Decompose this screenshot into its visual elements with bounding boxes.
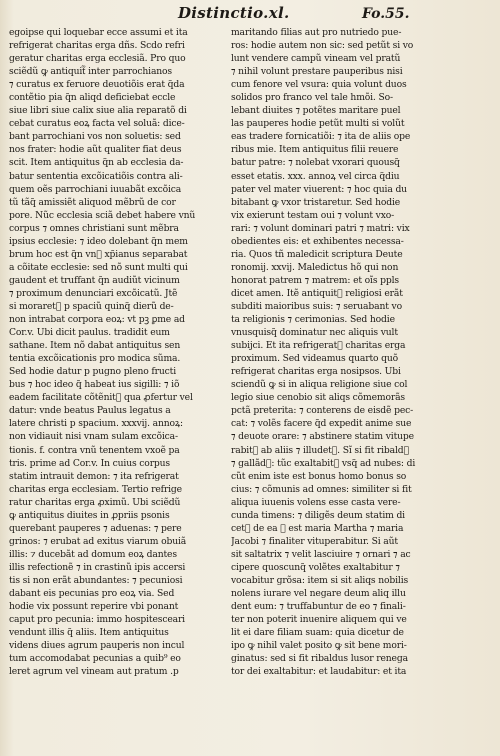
text-line: sit saltatrix ⁊ velit lasciuire ⁊ ornari ⁊ ac xyxy=(231,548,411,560)
text-line: tionis. f. contra vnũ tenentem vxoẽ pa xyxy=(9,444,180,456)
text-line: pctã preterita: ⁊ conterens de eisdẽ pec- xyxy=(231,405,414,417)
text-line: Cor.v. Ubi dicit paulus. tradidit eum xyxy=(9,327,170,339)
text-line: cũt enim iste est bonus homo bonus so xyxy=(231,470,407,482)
text-line: statim intrauit demon: ⁊ ita refrigerat xyxy=(9,470,179,482)
text-line: illis: ⁊ ducebãt ad domum eoꝝ dantes xyxy=(9,548,177,560)
text-line: datur: vnde beatus Paulus legatus a xyxy=(9,405,171,417)
text-line: si moraret᷑ p spaciũ quinq̃ dierũ de- xyxy=(9,300,174,312)
text-line: illis refectionẽ ⁊ in crastinũ ipis accersi xyxy=(9,561,186,573)
text-line: caput pro pecunia: immo hospitesceari xyxy=(9,614,185,626)
running-title: Distinctio.xl. xyxy=(178,4,290,22)
text-line: cipere quoscunq̃ volẽtes exaltabitur ⁊ xyxy=(231,561,400,573)
text-line: lebant diuites ⁊ potẽtes maritare puel xyxy=(231,105,401,117)
text-line: a cõitate ecclesie: sed nõ sunt multi qui xyxy=(9,261,188,273)
text-line: ta religionis ⁊ cerimonias. Sed hodie xyxy=(231,314,395,326)
text-line: Jacobi ⁊ finaliter vituperabitur. Si aũt xyxy=(231,535,398,547)
text-line: dent eum: ⁊ truffabuntur de eo ⁊ finali- xyxy=(231,601,406,613)
text-line: rabit᷑ ab aliis ⁊ illudet᷑. Sĩ si fit ribald᷑ xyxy=(231,444,410,456)
text-line: subijci. Et ita refrigerat᷑ charitas erga xyxy=(231,340,406,352)
text-line: ginatus: sed si fit ribaldus lusor renega xyxy=(231,653,408,665)
text-line: lunt vendere campũ vineam vel pratũ xyxy=(231,53,401,65)
text-line: batur patre: ⁊ nolebat vxorari quousq̃ xyxy=(231,157,400,169)
text-line: ter non poterit inuenire aliquem qui ve xyxy=(231,614,407,626)
text-line: ria. Quos tñ maledicit scriptura Deute xyxy=(231,248,403,260)
text-line: ⁊ gallãd᷑: tũc exaltabit᷑ vsq̃ ad nubes: di xyxy=(231,457,416,469)
text-line: tris. prime ad Cor.v. In cuius corpus xyxy=(9,457,170,469)
text-line: non vidiauit nisi vnam sulam excõica- xyxy=(9,431,178,443)
text-line: bant parrochiani vos non soluetis: sed xyxy=(9,131,181,143)
text-line: dicet amen. Itẽ antiquit᷑ religiosi erãt xyxy=(231,287,403,299)
text-line: nos frater: hodie aũt qualiter fiat deus xyxy=(9,144,182,156)
text-line: tis si non erãt abundantes: ⁊ pecuniosi xyxy=(9,574,183,586)
text-line: cat: ⁊ volẽs facere q̃d expedit anime sue xyxy=(231,418,412,430)
text-column-left xyxy=(9,26,221,678)
text-line: tũ tãq̃ amissiẽt aliquod mẽbrũ de cor xyxy=(9,196,176,208)
text-line: refrigerat charitas erga dñs. Scdo refri xyxy=(9,40,185,52)
text-line: corpus ⁊ omnes christiani sunt mẽbra xyxy=(9,222,179,234)
text-line: hodie vix possunt reperire vbi ponant xyxy=(9,601,179,613)
text-line: sciẽdũ ꝙ antiquit᷑ inter parrochianos xyxy=(9,66,172,78)
text-column-right xyxy=(231,26,449,678)
text-line: bus ⁊ hoc ideo q̃ habeat ius sigilli: ⁊ iõ xyxy=(9,379,180,391)
text-line: vnusquisq̃ dominatur nec aliquis vult xyxy=(231,327,398,339)
text-line: latere christi p spacium. xxxvij. annoꝝ: xyxy=(9,418,183,430)
text-line: pore. Nũc ecclesia sciã debet habere vnũ xyxy=(9,209,196,221)
text-line: ipo ꝙ nihil valet posito ꝙ sit bene mori- xyxy=(231,640,407,652)
text-line: ronomij. xxvij. Maledictus hõ qui non xyxy=(231,261,399,273)
text-line: cebat curatus eoꝝ facta vel soluã: dice- xyxy=(9,118,185,130)
text-line: non intrabat corpora eoꝝ: vt pꝫ ꝑme ad xyxy=(9,314,185,326)
text-line: ribus mie. Item antiquitus filii reuere xyxy=(231,144,399,156)
text-line: ratur charitas erga ꝓximũ. Ubi sciẽdũ xyxy=(9,496,181,508)
text-line: ros: hodie autem non sic: sed petũt si vo xyxy=(231,40,414,52)
text-line: quem oẽs parrochiani iuuabãt excõica xyxy=(9,183,182,195)
text-line: obedientes eis: et exhibentes necessa- xyxy=(231,235,404,247)
text-line: ⁊ deuote orare: ⁊ abstinere statim vitupe xyxy=(231,431,414,443)
text-line: sciendũ ꝙ si in aliqua religione siue col xyxy=(231,379,408,391)
text-line: lit ei dare filiam suam: quia dicetur de xyxy=(231,627,404,639)
text-line: ⁊ nihil volunt prestare pauperibus nisi xyxy=(231,66,403,78)
text-line: eadem facilitate cõtẽnit᷑ qua ꝓfertur vel xyxy=(9,392,193,404)
text-line: nolens iurare vel negare deum aliq illu xyxy=(231,588,406,600)
text-line: brum hoc est q̃n vn᷑ xp̃ianus separabat xyxy=(9,248,188,260)
text-line: Sed hodie datur p pugno pleno fructi xyxy=(9,366,177,378)
text-line: grinos: ⁊ erubat ad exitus viarum obuiã xyxy=(9,535,187,547)
text-line: dabant eis pecunias pro eoꝝ via. Sed xyxy=(9,588,175,600)
text-line: tum accomodabat pecunias a quib⁹ eo xyxy=(9,653,181,665)
text-line: ipsius ecclesie: ⁊ ideo dolebant q̃n mem xyxy=(9,235,188,247)
text-line: solidos pro franco vel tale hmõi. So- xyxy=(231,92,393,104)
text-line: cum fenore vel vsura: quia volunt duos xyxy=(231,79,407,91)
text-line: scit. Item antiquitus q̃n ab ecclesia da- xyxy=(9,157,184,169)
text-line: vocabitur grõsa: item si sit aliqs nobilis xyxy=(231,574,409,586)
text-line: ⁊ proximum denunciari excõicatũ. Jtẽ xyxy=(9,287,178,299)
text-line: bitabant ꝙ vxor tristaretur. Sed hodie xyxy=(231,196,401,208)
text-line: las pauperes hodie petũt multi si volũt xyxy=(231,118,405,130)
text-line: eas tradere fornicatiõi: ⁊ ita de aliis ope xyxy=(231,131,411,143)
text-line: tor dei exaltabitur: et laudabitur: et ita xyxy=(231,666,407,678)
text-line: querebant pauperes ⁊ aduenas: ⁊ pere xyxy=(9,522,182,534)
text-line: cunda timens: ⁊ diligẽs deum statim di xyxy=(231,509,405,521)
text-line: leret agrum vel vineam aut pratum .p xyxy=(9,666,179,678)
text-line: gaudent et truffant q̃n audiũt vicinum xyxy=(9,274,180,286)
text-line: vendunt illis q̃ aliis. Item antiquitus xyxy=(9,627,169,639)
page-header xyxy=(0,2,500,26)
text-line: vix exierunt testam oui ⁊ volunt vxo- xyxy=(231,209,395,221)
text-line: charitas erga ecclesiam. Tertio refrige xyxy=(9,483,182,495)
text-line: rari: ⁊ volunt dominari patri ⁊ matri: vix xyxy=(231,222,410,234)
text-line: geratur charitas erga ecclesiã. Pro quo xyxy=(9,53,186,65)
text-line: esset etatis. xxx. annoꝝ vel circa q̃diu xyxy=(231,170,400,182)
text-line: ⁊ curatus ex feruore deuotiõis erat q̃da xyxy=(9,79,185,91)
text-line: proximum. Sed videamus quarto quõ xyxy=(231,353,399,365)
text-line: refrigerat charitas erga nosipsos. Ubi xyxy=(231,366,401,378)
text-line: batur sententia excõicatiõis contra ali- xyxy=(9,170,183,182)
text-line: honorat patrem ⁊ matrem: et oĩs ppls xyxy=(231,274,399,286)
text-line: cet᷑ de ea ꝙ est maria Martha ⁊ maria xyxy=(231,522,404,534)
text-line: egoipse qui loquebar ecce assumi et ita xyxy=(9,27,188,38)
text-line: videns diues agrum pauperis non incul xyxy=(9,640,185,652)
text-line: subditi maioribus suis: ⁊ seruabant vo xyxy=(231,300,402,312)
folio-number: Fo.55. xyxy=(362,6,410,22)
text-line: aliqua iuuenis volens esse casta vere- xyxy=(231,496,401,508)
text-line: cius: ⁊ cõmunis ad omnes: similiter si fit xyxy=(231,483,412,495)
text-line: tentia excõicationis pro modica sũma. xyxy=(9,353,181,365)
text-line: siue libri siue calix siue alia reparatõ di xyxy=(9,105,187,117)
text-line: legio siue cenobio sit aliqs cõmemorãs xyxy=(231,392,405,404)
text-line: contẽtio pia q̃n aliqd deficiebat eccle xyxy=(9,92,176,104)
text-line: pater vel mater viuerent: ⁊ hoc quia du xyxy=(231,183,407,195)
text-line: sathane. Item nõ dabat antiquitus sen xyxy=(9,340,181,352)
text-line: ꝙ antiquitus diuites in ꝓpriis psonis xyxy=(9,509,170,521)
text-line: maritando filias aut pro nutriedo pue- xyxy=(231,27,402,38)
